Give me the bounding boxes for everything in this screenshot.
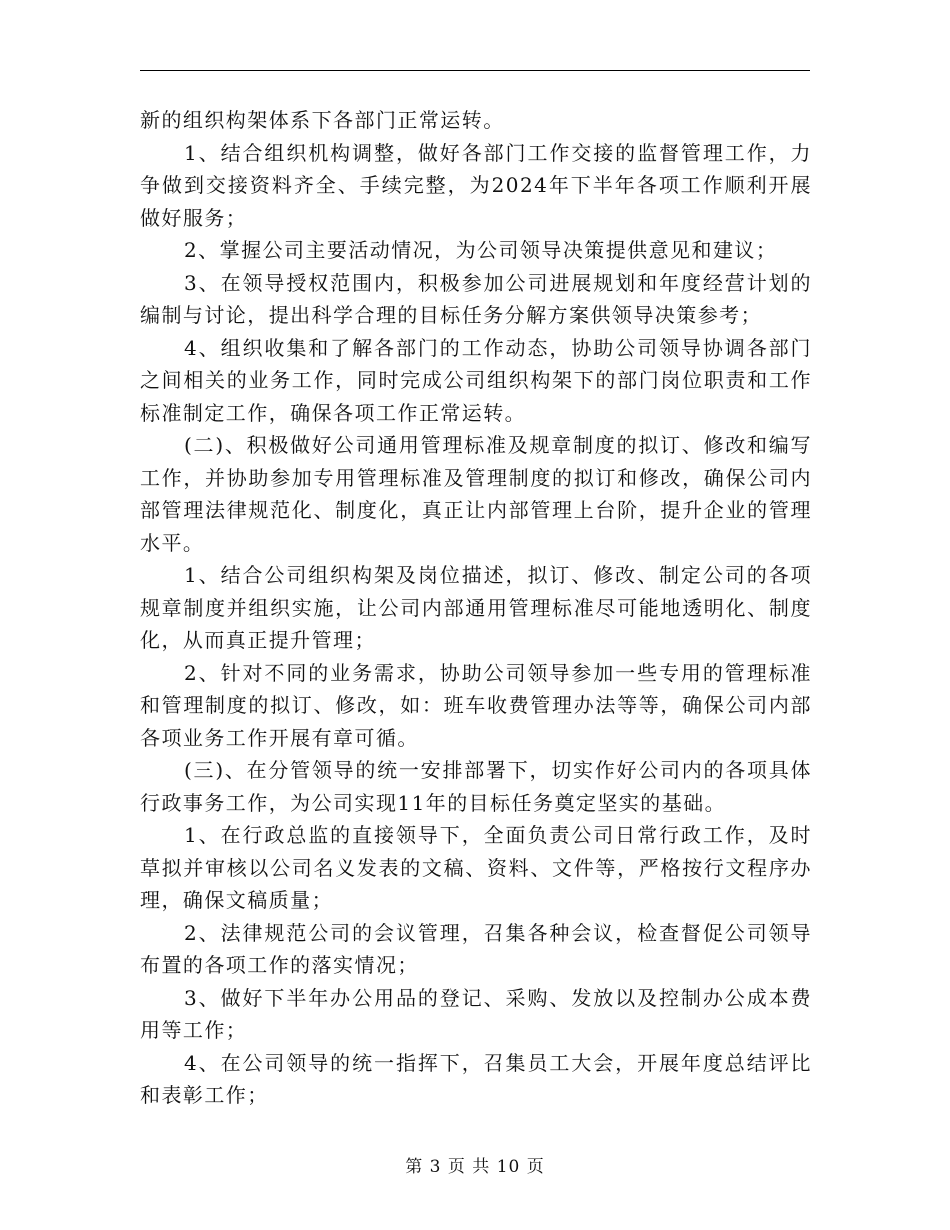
paragraph-continuation: 新的组织构架体系下各部门正常运转。 <box>140 108 505 132</box>
paragraph-item-1: 1、在行政总监的直接领导下，全面负责公司日常行政工作，及时草拟并审核以公司名义发表的文稿、资料、文件等，严格按行文程序办理，确保文稿质量； <box>140 823 812 912</box>
page-number: 第 3 页 共 10 页 <box>405 1157 545 1177</box>
section-heading-2: (二)、积极做好公司通用管理标准及规章制度的拟订、修改和编写工作，并协助参加专用管理标准及管理制度的拟订和修改，确保公司内部管理法律规范化、制度化，真正让内部管理上台阶，提升企业的管理水平。 <box>140 433 812 555</box>
paragraph-item-4: 4、组织收集和了解各部门的工作动态，协助公司领导协调各部门之间相关的业务工作，同时完成公司组织构架下的部门岗位职责和工作标准制定工作，确保各项工作正常运转。 <box>140 335 812 425</box>
paragraph-item-1: 1、结合公司组织构架及岗位描述，拟订、修改、制定公司的各项规章制度并组织实施，让公司内部通用管理标准尽可能地透明化、制度化，从而真正提升管理； <box>140 563 812 652</box>
paragraph-item-2: 2、针对不同的业务需求，协助公司领导参加一些专用的管理标准和管理制度的拟订、修改，如：班车收费管理办法等等，确保公司内部各项业务工作开展有章可循。 <box>140 660 812 750</box>
paragraph-item-4: 4、在公司领导的统一指挥下，召集员工大会，开展年度总结评比和表彰工作； <box>140 1050 812 1107</box>
document-body <box>140 104 812 1112</box>
paragraph-item-3: 3、在领导授权范围内，积极参加公司进展规划和年度经营计划的编制与讨论，提出科学合理的目标任务分解方案供领导决策参考； <box>140 270 812 327</box>
header-rule <box>140 70 810 71</box>
page-footer <box>0 1152 950 1177</box>
paragraph-item-3: 3、做好下半年办公用品的登记、采购、发放以及控制办公成本费用等工作； <box>140 985 812 1042</box>
paragraph-item-1: 1、结合组织机构调整，做好各部门工作交接的监督管理工作，力争做到交接资料齐全、手续完整，为2024年下半年各项工作顺利开展做好服务； <box>140 140 812 230</box>
section-heading-3: (三)、在分管领导的统一安排部署下，切实作好公司内的各项具体行政事务工作，为公司实现11年的目标任务奠定坚实的基础。 <box>140 758 812 815</box>
paragraph-item-2: 2、掌握公司主要活动情况，为公司领导决策提供意见和建议； <box>184 238 778 262</box>
paragraph-item-2: 2、法律规范公司的会议管理，召集各种会议，检查督促公司领导布置的各项工作的落实情况； <box>140 920 812 977</box>
